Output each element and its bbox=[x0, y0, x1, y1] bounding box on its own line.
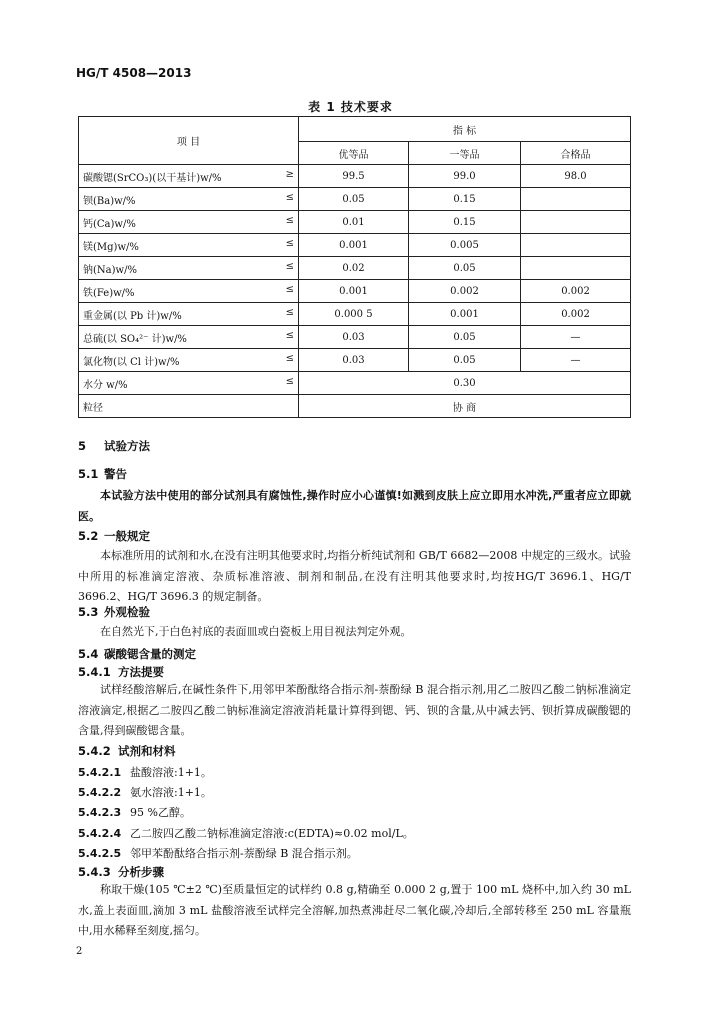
value-cell: 98.0 bbox=[521, 165, 631, 188]
reagent-item: 5.4.2.5 邻甲苯酚酞络合指示剂-萘酚绿 B 混合指示剂。 bbox=[78, 847, 358, 860]
table-row bbox=[79, 280, 631, 303]
value-cell: — bbox=[521, 326, 631, 349]
value-cell: 0.15 bbox=[409, 211, 521, 234]
header-grade-premium: 优等品 bbox=[299, 142, 409, 165]
row-item bbox=[79, 303, 299, 326]
value-cell: 0.001 bbox=[299, 280, 409, 303]
table-row bbox=[79, 234, 631, 257]
row-item bbox=[79, 234, 299, 257]
value-cell bbox=[521, 234, 631, 257]
comparison-operator: ≤ bbox=[285, 191, 294, 203]
reagent-item: 5.4.2.4 乙二胺四乙酸二钠标准滴定溶液:c(EDTA)≈0.02 mol/L。 bbox=[78, 827, 414, 840]
item-name: 氯化物(以 Cl 计)w/% bbox=[83, 356, 180, 368]
comparison-operator: ≤ bbox=[285, 375, 294, 387]
procedure-text: 称取干燥(105 ℃±2 ℃)至质量恒定的试样约 0.8 g,精确至 0.000 2 g,置于 100 mL 烧杯中,加入约 30 mL 水,盖上表面皿,滴加 3 mL 盐酸溶液至试样完全溶解,加热煮沸赶尽二氧化碳,冷却后,全部转移至 250 mL 容量瓶中,用水稀释至刻度,摇匀。 bbox=[78, 883, 631, 937]
header-grade-first: 一等品 bbox=[409, 142, 521, 165]
comparison-operator: ≤ bbox=[285, 352, 294, 364]
table-row bbox=[79, 188, 631, 211]
item-name: 钙(Ca)w/% bbox=[83, 218, 136, 230]
table-caption: 表 1 技术要求 bbox=[308, 100, 393, 114]
method-text: 试样经酸溶解后,在碱性条件下,用邻甲苯酚酞络合指示剂-萘酚绿 B 混合指示剂,用乙二胺四乙酸二钠标准滴定溶液滴定,根据乙二胺四乙酸二钠标准滴定溶液消耗量计算得到锶、钙、钡的含量,从中减去钙、钡折算成碳酸锶的含量,得到碳酸锶含量。 bbox=[78, 683, 631, 737]
table-row bbox=[79, 303, 631, 326]
general-text: 本标准所用的试剂和水,在没有注明其他要求时,均指分析纯试剂和 GB/T 6682—2008 中规定的三级水。试验中所用的标准滴定溶液、杂质标准溶液、制剂和制品,在没有注明其他要求时,均按HG/T 3696.1、HG/T 3696.2、HG/T 3696.3 的规定制备。 bbox=[78, 549, 631, 603]
warning-text: 本试验方法中使用的部分试剂具有腐蚀性,操作时应小心谨慎!如溅到皮肤上应立即用水冲洗,严重者应立即就医。 bbox=[78, 489, 631, 523]
comparison-operator: ≤ bbox=[285, 329, 294, 341]
section-5-4: 5.4 碳酸锶含量的测定 bbox=[78, 647, 197, 661]
row-item: 粒径 bbox=[79, 395, 299, 418]
value-cell bbox=[521, 257, 631, 280]
item-name: 总硫(以 SO₄²⁻ 计)w/% bbox=[83, 333, 187, 345]
table-row bbox=[79, 165, 631, 188]
section-5-4-2: 5.4.2 试剂和材料 bbox=[78, 744, 176, 758]
item-name: 碳酸锶(SrCO₃)(以干基计)w/% bbox=[83, 172, 222, 184]
value-cell: 0.15 bbox=[409, 188, 521, 211]
value-cell: 0.005 bbox=[409, 234, 521, 257]
row-item bbox=[79, 326, 299, 349]
section-5-3: 5.3 外观检验 bbox=[78, 605, 151, 619]
value-cell: 0.000 5 bbox=[299, 303, 409, 326]
comparison-operator: ≤ bbox=[285, 283, 294, 295]
row-item bbox=[79, 280, 299, 303]
row-item bbox=[79, 165, 299, 188]
row-item bbox=[79, 188, 299, 211]
standard-code: HG/T 4508—2013 bbox=[76, 66, 192, 80]
item-name: 钡(Ba)w/% bbox=[83, 195, 136, 207]
item-name: 镁(Mg)w/% bbox=[83, 241, 139, 253]
value-cell: 协 商 bbox=[299, 395, 631, 418]
table-row bbox=[79, 349, 631, 372]
reagent-item: 5.4.2.3 95 %乙醇。 bbox=[78, 806, 191, 819]
value-cell: 0.002 bbox=[409, 280, 521, 303]
header-item: 项 目 bbox=[79, 117, 299, 165]
section-5-4-1: 5.4.1 方法提要 bbox=[78, 665, 165, 679]
value-cell: 0.002 bbox=[521, 280, 631, 303]
value-cell: 0.30 bbox=[299, 372, 631, 395]
header-index: 指 标 bbox=[299, 117, 631, 142]
table-row bbox=[79, 326, 631, 349]
item-name: 水分 w/% bbox=[83, 379, 128, 391]
value-cell: — bbox=[521, 349, 631, 372]
value-cell: 0.03 bbox=[299, 349, 409, 372]
appearance-text: 在自然光下,于白色衬底的表面皿或白瓷板上用目视法判定外观。 bbox=[100, 625, 412, 638]
section-5-2: 5.2 一般规定 bbox=[78, 529, 151, 543]
table-row-moisture bbox=[79, 372, 631, 395]
row-item bbox=[79, 257, 299, 280]
value-cell: 0.03 bbox=[299, 326, 409, 349]
comparison-operator: ≤ bbox=[285, 214, 294, 226]
table-row bbox=[79, 257, 631, 280]
section-5-1: 5.1 警告 bbox=[78, 467, 128, 481]
value-cell: 99.5 bbox=[299, 165, 409, 188]
comparison-operator: ≤ bbox=[285, 306, 294, 318]
item-name: 钠(Na)w/% bbox=[83, 264, 137, 276]
tech-requirements-table bbox=[78, 116, 631, 418]
value-cell bbox=[521, 188, 631, 211]
value-cell: 0.001 bbox=[409, 303, 521, 326]
comparison-operator: ≥ bbox=[285, 168, 294, 180]
item-name: 重金属(以 Pb 计)w/% bbox=[83, 310, 182, 322]
value-cell: 0.05 bbox=[299, 188, 409, 211]
section-5-4-3: 5.4.3 分析步骤 bbox=[78, 865, 165, 879]
value-cell: 0.001 bbox=[299, 234, 409, 257]
row-item bbox=[79, 349, 299, 372]
row-item bbox=[79, 372, 299, 395]
value-cell bbox=[521, 211, 631, 234]
table-row bbox=[79, 211, 631, 234]
value-cell: 99.0 bbox=[409, 165, 521, 188]
section-5: 5 试验方法 bbox=[78, 439, 151, 453]
comparison-operator: ≤ bbox=[285, 237, 294, 249]
value-cell: 0.002 bbox=[521, 303, 631, 326]
value-cell: 0.05 bbox=[409, 349, 521, 372]
reagent-item: 5.4.2.1 盐酸溶液:1+1。 bbox=[78, 766, 212, 779]
reagent-item: 5.4.2.2 氨水溶液:1+1。 bbox=[78, 786, 212, 799]
row-item bbox=[79, 211, 299, 234]
item-name: 铁(Fe)w/% bbox=[83, 287, 135, 299]
table-row-particle-size bbox=[79, 395, 631, 418]
page-number: 2 bbox=[76, 946, 83, 957]
value-cell: 0.05 bbox=[409, 257, 521, 280]
header-grade-qualified: 合格品 bbox=[521, 142, 631, 165]
value-cell: 0.05 bbox=[409, 326, 521, 349]
value-cell: 0.02 bbox=[299, 257, 409, 280]
value-cell: 0.01 bbox=[299, 211, 409, 234]
comparison-operator: ≤ bbox=[285, 260, 294, 272]
